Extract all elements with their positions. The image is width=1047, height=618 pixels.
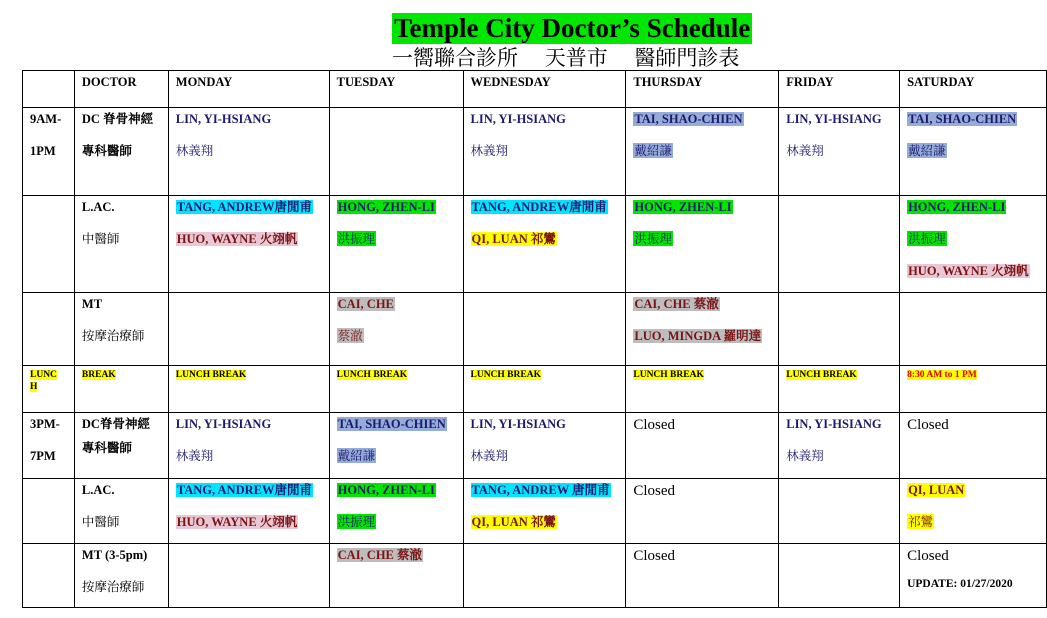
morning-time-cell (23, 108, 75, 196)
afternoon-mt-label-cell (74, 544, 168, 608)
doctor-name-zh: 林義翔 (470, 448, 509, 463)
wed-pm-mt-cell (463, 544, 626, 608)
mon-pm-lac-cell (168, 479, 329, 544)
lunch-break-label: LUNCH BREAK (633, 370, 704, 380)
doctor-name: TANG, ANDREW唐閒甫 (176, 483, 312, 497)
doctor-name-en: LIN, YI-HSIANG (470, 112, 566, 126)
mt-label-zh: 按摩治療師 (81, 579, 145, 594)
doctor-name-zh: 洪振理 (908, 231, 946, 246)
closed-label: Closed (633, 548, 676, 564)
doctor-name: QI, LUAN 祁鸞 (471, 515, 556, 529)
sat-lunch-cell (900, 366, 1047, 413)
header-cell-time (23, 71, 75, 108)
doctor-name-en: LIN, YI-HSIANG (786, 417, 882, 431)
morning-mt-row (23, 293, 1047, 366)
dc-label-en: DC脊骨神經 (81, 417, 150, 431)
saturday-hours-label: 8:30 AM to 1 PM (907, 370, 977, 380)
fri-am-dc-cell (779, 108, 900, 196)
thu-pm-dc-cell (626, 413, 779, 479)
fri-am-lac-cell (779, 196, 900, 293)
morning-dc-label-cell (74, 108, 168, 196)
mon-am-mt-cell (168, 293, 329, 366)
sat-am-mt-cell (900, 293, 1047, 366)
doctor-name-en: QI, LUAN (908, 483, 965, 497)
lunch-break-label: LUNCH BREAK (175, 370, 247, 380)
afternoon-time-start: 3PM- (30, 417, 60, 431)
doctor-name: CAI, CHE 蔡澈 (337, 548, 423, 562)
doctor-name-zh: 林義翔 (786, 143, 824, 158)
tue-pm-mt-cell (329, 544, 463, 608)
morning-lac-label-cell (74, 196, 168, 293)
wed-am-mt-cell (463, 293, 626, 366)
morning-lac-row (23, 196, 1047, 293)
header-cell-tuesday: TUESDAY (329, 71, 463, 108)
doctor-name-zh: 林義翔 (786, 448, 824, 463)
afternoon-lac-label-cell (74, 479, 168, 544)
doctor-name-zh: 林義翔 (470, 143, 509, 158)
sat-am-dc-cell (900, 108, 1047, 196)
page-title: Temple City Doctor’s Schedule (394, 13, 751, 43)
afternoon-lac-row (23, 479, 1047, 544)
empty-time-cell (23, 196, 75, 293)
doctor-name-en: LIN, YI-HSIANG (175, 417, 272, 431)
lac-label-zh: 中醫師 (81, 231, 120, 246)
lunch-time-cell (23, 366, 75, 413)
lac-label-zh: 中醫師 (81, 514, 120, 529)
doctor-name: LUO, MINGDA 羅明達 (634, 329, 762, 343)
fri-am-mt-cell (779, 293, 900, 366)
fri-pm-dc-cell (779, 413, 900, 479)
thu-am-mt-cell (626, 293, 779, 366)
doctor-name: CAI, CHE 蔡澈 (634, 297, 719, 311)
wed-am-lac-cell (463, 196, 626, 293)
doctor-name-en: LIN, YI-HSIANG (470, 417, 566, 431)
doctor-name-en: LIN, YI-HSIANG (786, 112, 882, 126)
doctor-name-zh: 戴紹謙 (908, 143, 946, 158)
header-row (23, 71, 1047, 108)
thu-pm-lac-cell (626, 479, 779, 544)
afternoon-time-end: 7PM (30, 449, 56, 463)
header-cell-wednesday: WEDNESDAY (463, 71, 626, 108)
doctor-name-zh: 洪振理 (337, 514, 376, 529)
fri-pm-lac-cell (779, 479, 900, 544)
lunch-time-label: LUNCH (30, 370, 57, 392)
fri-lunch-cell (779, 366, 900, 413)
doctor-name: TANG, ANDREW唐閒甫 (471, 200, 607, 214)
doctor-name-zh: 蔡澈 (337, 328, 363, 343)
doctor-name-en: CAI, CHE (337, 297, 394, 311)
mon-am-dc-cell (168, 108, 329, 196)
sat-am-lac-cell (900, 196, 1047, 293)
tue-am-mt-cell (329, 293, 463, 366)
thu-lunch-cell (626, 366, 779, 413)
doctor-name-en: LIN, YI-HSIANG (175, 112, 272, 126)
sat-pm-lac-cell (900, 479, 1047, 544)
mon-pm-mt-cell (168, 544, 329, 608)
thu-pm-mt-cell (626, 544, 779, 608)
thu-am-lac-cell (626, 196, 779, 293)
doctor-name-en: HONG, ZHEN-LI (337, 483, 435, 497)
doctor-name-zh: 戴紹謙 (634, 143, 672, 158)
doctor-name-en: TAI, SHAO-CHIEN (908, 112, 1017, 126)
wed-am-dc-cell (463, 108, 626, 196)
doctor-name: QI, LUAN 祁鸞 (471, 232, 556, 246)
closed-label: Closed (907, 417, 949, 433)
tue-pm-lac-cell (329, 479, 463, 544)
lunch-label-cell (74, 366, 168, 413)
sat-pm-dc-cell (900, 413, 1047, 479)
lac-label-en: L.AC. (81, 200, 115, 214)
doctor-name-zh: 林義翔 (175, 448, 214, 463)
doctor-name: TANG, ANDREW 唐閒甫 (471, 483, 610, 497)
empty-time-cell (23, 479, 75, 544)
closed-label: Closed (633, 417, 676, 433)
dc-label-zh: 專科醫師 (81, 441, 132, 455)
lunch-break-label: LUNCH BREAK (336, 370, 408, 380)
doctor-name-zh: 洪振理 (337, 231, 376, 246)
thu-am-dc-cell (626, 108, 779, 196)
doctor-name-zh: 洪振理 (634, 231, 672, 246)
dc-label-en: DC 脊骨神經 (81, 112, 154, 126)
mt-label-en: MT (3-5pm) (81, 548, 148, 562)
empty-time-cell (23, 293, 75, 366)
header-cell-thursday: THURSDAY (626, 71, 779, 108)
doctor-name: HUO, WAYNE 火翊帆 (908, 264, 1029, 278)
mt-label-zh: 按摩治療師 (81, 328, 145, 343)
dc-label-zh: 專科醫師 (81, 144, 132, 158)
schedule-table (22, 70, 1047, 608)
morning-mt-label-cell (74, 293, 168, 366)
header-cell-monday: MONDAY (168, 71, 329, 108)
closed-label: Closed (633, 483, 676, 499)
lunch-label: BREAK (81, 370, 116, 380)
mon-pm-dc-cell (168, 413, 329, 479)
tue-pm-dc-cell (329, 413, 463, 479)
doctor-name-en: HONG, ZHEN-LI (337, 200, 435, 214)
fri-pm-mt-cell (779, 544, 900, 608)
tue-am-dc-cell (329, 108, 463, 196)
doctor-name: TANG, ANDREW唐閒甫 (176, 200, 312, 214)
afternoon-dc-label-cell (74, 413, 168, 479)
doctor-name-zh: 祁鸞 (908, 514, 934, 529)
closed-label: Closed (907, 548, 949, 564)
update-date-label: UPDATE: 01/27/2020 (907, 578, 1013, 590)
wed-pm-lac-cell (463, 479, 626, 544)
tue-lunch-cell (329, 366, 463, 413)
doctor-name-en: HONG, ZHEN-LI (634, 200, 732, 214)
afternoon-time-cell (23, 413, 75, 479)
doctor-name-en: TAI, SHAO-CHIEN (337, 417, 446, 431)
afternoon-dc-row (23, 413, 1047, 479)
wed-pm-dc-cell (463, 413, 626, 479)
header-cell-saturday: SATURDAY (900, 71, 1047, 108)
morning-time-start: 9AM- (30, 112, 62, 126)
mon-am-lac-cell (168, 196, 329, 293)
doctor-name: HUO, WAYNE 火翊帆 (176, 515, 298, 529)
header-cell-doctor: DOCTOR (74, 71, 168, 108)
header-cell-friday: FRIDAY (779, 71, 900, 108)
morning-time-end: 1PM (30, 144, 56, 158)
doctor-name-en: HONG, ZHEN-LI (908, 200, 1006, 214)
afternoon-mt-row (23, 544, 1047, 608)
doctor-name: HUO, WAYNE 火翊帆 (176, 232, 298, 246)
lac-label-en: L.AC. (81, 483, 115, 497)
sat-pm-mt-cell (900, 544, 1047, 608)
tue-am-lac-cell (329, 196, 463, 293)
mon-lunch-cell (168, 366, 329, 413)
doctor-name-zh: 林義翔 (175, 143, 214, 158)
lunch-row (23, 366, 1047, 413)
lunch-break-label: LUNCH BREAK (470, 370, 541, 380)
morning-dc-row (23, 108, 1047, 196)
doctor-name-en: TAI, SHAO-CHIEN (634, 112, 743, 126)
lunch-break-label: LUNCH BREAK (786, 370, 857, 380)
doctor-name-zh: 戴紹謙 (337, 448, 376, 463)
mt-label-en: MT (81, 297, 103, 311)
wed-lunch-cell (463, 366, 626, 413)
page-subtitle: 一嚮聯合診所 天普市 醫師門診表 (392, 46, 740, 70)
empty-time-cell (23, 544, 75, 608)
